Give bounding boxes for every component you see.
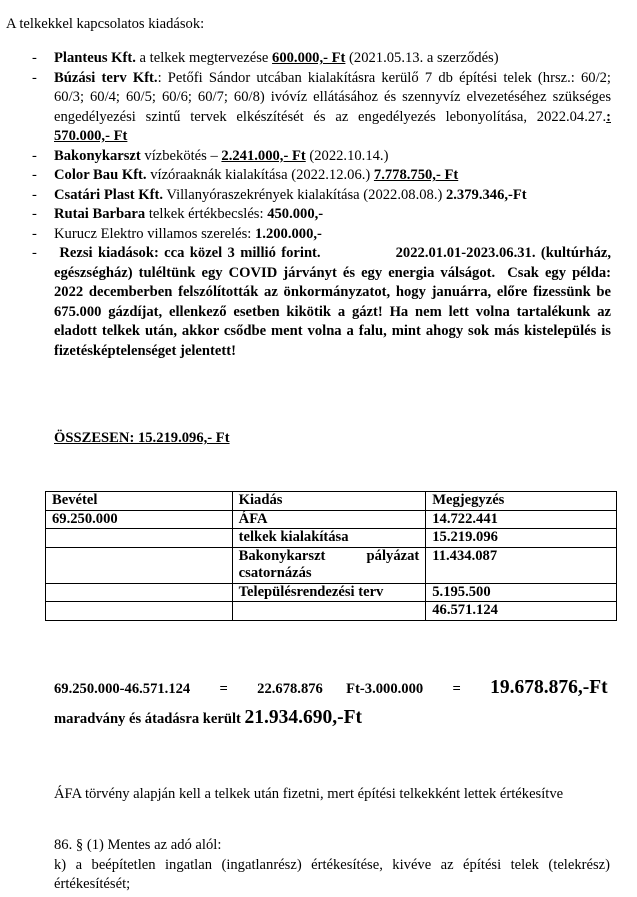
- list-item: [0, 186, 637, 206]
- total-sum: ÖSSZESEN: 15.219.096,- Ft: [54, 430, 230, 446]
- calc-equals: =: [452, 681, 461, 697]
- remainder-label: maradvány és átadásra került: [54, 711, 245, 727]
- item-rest: (2022.10.14.): [305, 147, 389, 164]
- list-item: [0, 166, 637, 186]
- table-row: [46, 510, 617, 529]
- expense-list: [0, 49, 637, 361]
- item-text: Villanyóraszekrények kialakítása (2022.08.08.): [163, 186, 446, 203]
- cell-expense: Településrendezési terv: [232, 583, 426, 602]
- bullet-dash: -: [32, 225, 37, 242]
- cell-income: 69.250.000: [46, 510, 233, 529]
- item-text: Kurucz Elektro villamos szerelés:: [54, 225, 255, 242]
- item-amount: 1.200.000,-: [255, 225, 322, 242]
- company-name: Csatári Plast Kft.: [54, 186, 164, 203]
- cell-expense: ÁFA: [232, 510, 426, 529]
- cell-note: 5.195.500: [426, 583, 617, 602]
- cell-income: [46, 547, 233, 583]
- bullet-dash: -: [32, 186, 37, 203]
- item-text: : Petőfi Sándor utcában kialakításra kerülő 7 db építési telek (hrsz.: 60/2; 60/3; 60/4; 60/5; 60/6; 60/7; 60/8) ivóvíz ellátásához és szennyvíz elvezetéséhez szükséges engedélyezési szintű tervek elkészítését és az engedélyezés lebonyolítása, 2022.04.27.: [54, 69, 611, 125]
- bullet-dash: -: [32, 69, 37, 86]
- bullet-dash: -: [32, 147, 37, 164]
- item-amount: : 570.000,- Ft: [54, 108, 611, 144]
- table-header-row: [46, 492, 617, 511]
- table-row: [46, 602, 617, 621]
- header-note: Megjegyzés: [426, 492, 617, 511]
- remainder-amount: 21.934.690,-Ft: [244, 707, 363, 728]
- list-item: [0, 147, 637, 167]
- vat-paragraph: ÁFA törvény alapján kell a telkek után fizetni, mert építési telkekként lettek értékesítve: [54, 786, 564, 802]
- calc-expression: 69.250.000-46.571.124: [54, 681, 191, 697]
- list-item: [0, 205, 637, 225]
- calc-intermediate: 22.678.876: [257, 681, 323, 697]
- list-item: [0, 244, 637, 361]
- item-amount: 2.379.346,-Ft: [445, 186, 527, 203]
- calc-subtraction: Ft-3.000.000: [346, 681, 424, 697]
- calc-line-1: [54, 678, 608, 700]
- bullet-dash: -: [32, 206, 37, 222]
- cell-note: 14.722.441: [426, 510, 617, 529]
- cell-expense: Bakonykarszt pályázat csatornázás: [232, 547, 426, 583]
- company-name: Búzási terv Kft.: [54, 69, 158, 86]
- list-item: [0, 49, 637, 69]
- item-text: Rezsi kiadások: cca közel 3 millió forint. 2022.01.01-2023.06.31. (kultúrház, egészségház) tuléltünk egy COVID járványt és egy energia válságot. Csak egy példa: 2022 decemberben felszólították az önkormányzatot, hogy januárra, előre fizessünk be 675.000 gázdíjat, ellenkező esetben kikötik a gázt! Ha nem lett volna tartalékunk az eladott telkek után, akkor csődbe ment volna a falu, mint ahogy sok más kistelepülés is fizetésképtelenséget jelentett!: [54, 245, 615, 359]
- cell-income: [46, 602, 233, 621]
- law-quote: [54, 836, 610, 895]
- cell-note: 15.219.096: [426, 529, 617, 548]
- bullet-dash: -: [32, 245, 37, 261]
- item-text: telkek értékbecslés:: [145, 206, 268, 222]
- calc-equals: =: [219, 681, 228, 697]
- company-name: Rutai Barbara: [54, 206, 146, 222]
- cell-expense: [232, 602, 426, 621]
- bullet-dash: -: [32, 50, 37, 66]
- item-amount: 600.000,- Ft: [272, 50, 346, 66]
- calc-line-2: [54, 708, 362, 730]
- item-amount: 450.000,-: [267, 206, 324, 222]
- table-row: [46, 583, 617, 602]
- cell-income: [46, 583, 233, 602]
- list-item: [0, 69, 637, 147]
- finance-table: [45, 491, 617, 621]
- header-expense: Kiadás: [232, 492, 426, 511]
- section-heading: A telkekkel kapcsolatos kiadások:: [6, 16, 205, 32]
- header-income: Bevétel: [46, 492, 233, 511]
- law-clause: k) a beépítetlen ingatlan (ingatlanrész) értékesítése, kivéve az építési telek (telekrész) értékesítését;: [54, 856, 610, 892]
- bullet-dash: -: [32, 167, 37, 183]
- item-amount: 2.241.000,- Ft: [221, 147, 306, 164]
- cell-income: [46, 529, 233, 548]
- cell-note: 11.434.087: [426, 547, 617, 583]
- cell-expense: telkek kialakítása: [232, 529, 426, 548]
- law-section: 86. § (1) Mentes az adó alól:: [54, 837, 222, 853]
- list-item: [0, 225, 637, 245]
- item-text: vízóraaknák kialakítása (2022.12.06.): [146, 167, 374, 183]
- item-amount: 7.778.750,- Ft: [373, 167, 459, 183]
- table-row: [46, 547, 617, 583]
- table-row: [46, 529, 617, 548]
- calc-result: 19.678.876,-Ft: [490, 677, 608, 698]
- cell-note: 46.571.124: [426, 602, 617, 621]
- company-name: Planteus Kft.: [54, 50, 136, 66]
- item-text: vízbekötés –: [140, 147, 222, 164]
- company-name: Bakonykarszt: [54, 147, 141, 164]
- item-rest: (2021.05.13. a szerződés): [345, 50, 499, 66]
- item-text: a telkek megtervezése: [135, 50, 273, 66]
- company-name: Color Bau Kft.: [54, 167, 147, 183]
